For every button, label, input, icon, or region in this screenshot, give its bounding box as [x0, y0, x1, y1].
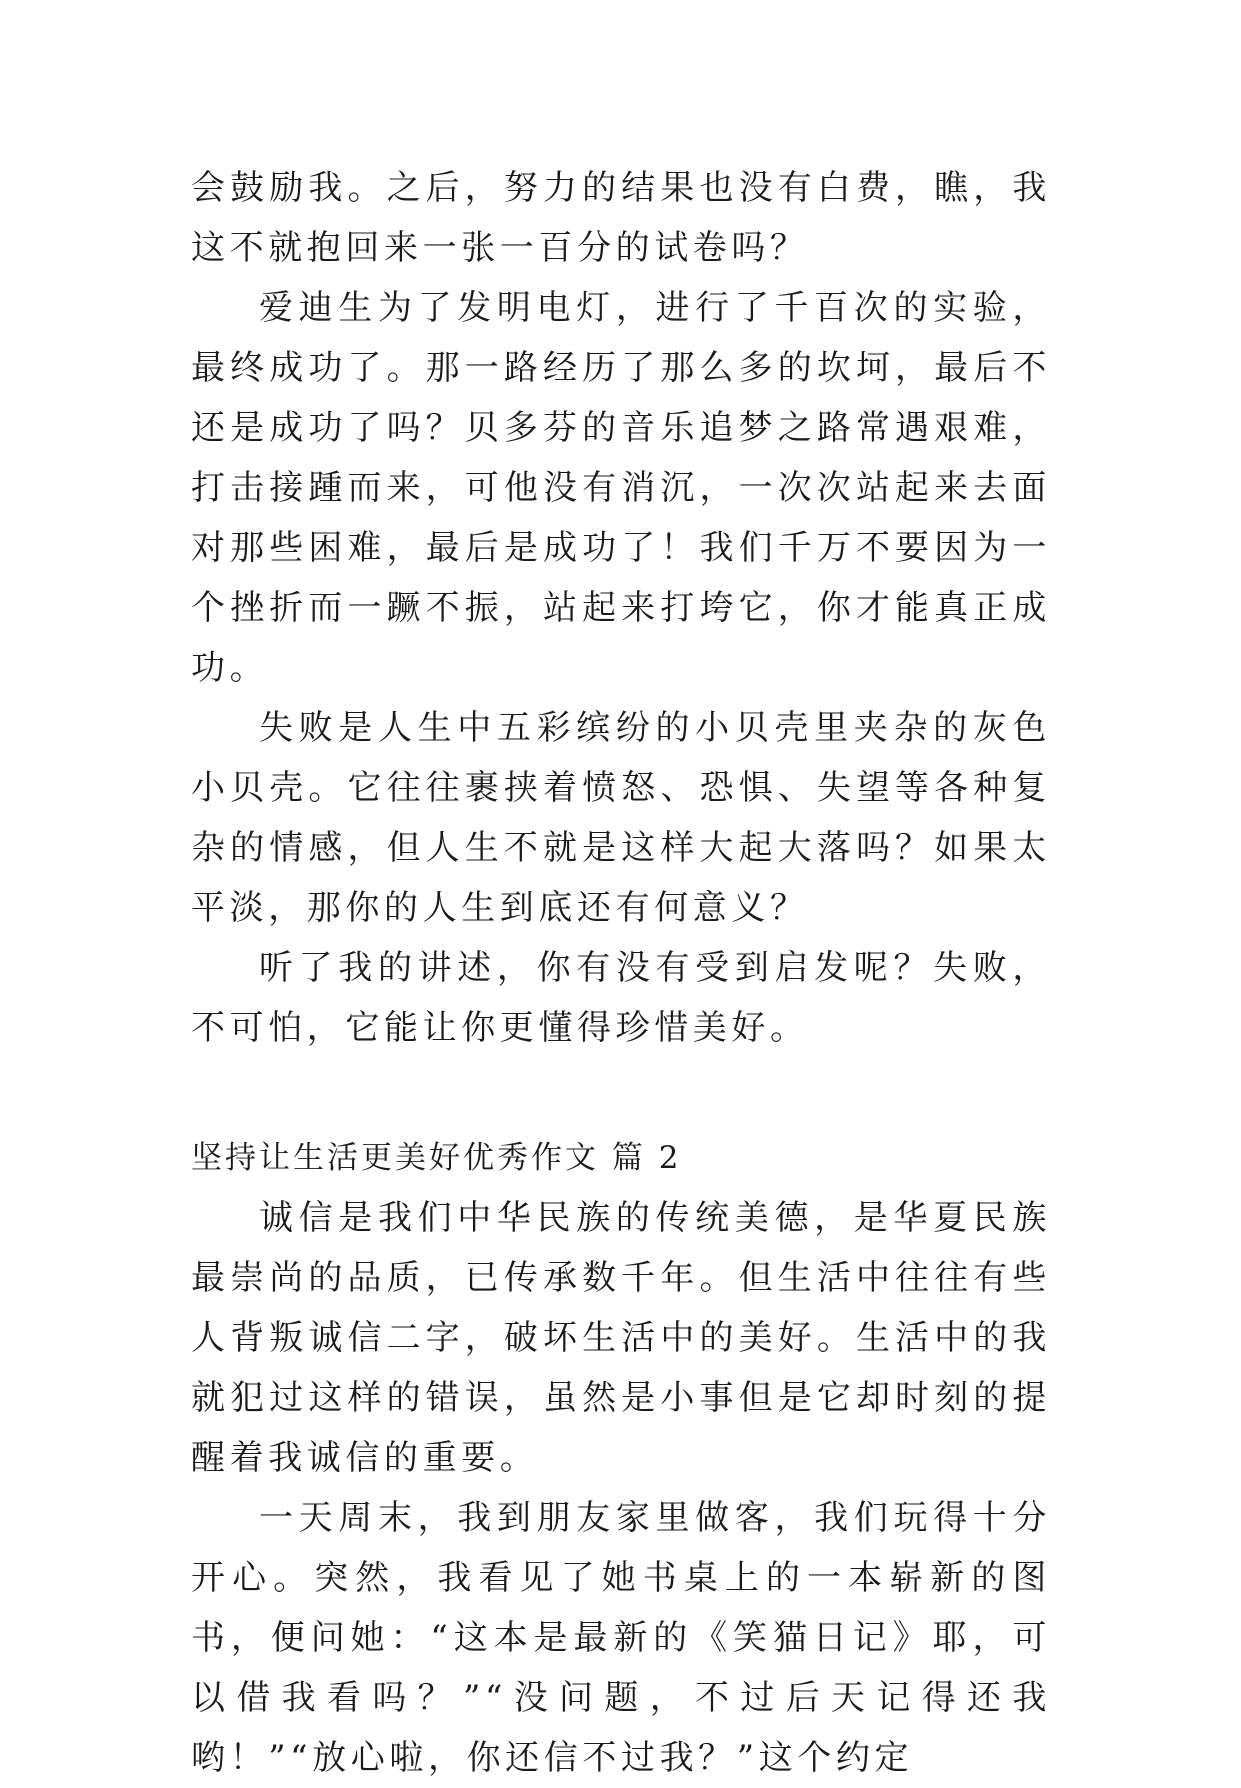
- paragraph-continuation: 会鼓励我。之后，努力的结果也没有白费，瞧，我这不就抱回来一张一百分的试卷吗？: [191, 168, 1051, 268]
- paragraph-integrity: 诚信是我们中华民族的传统美德，是华夏民族最崇尚的品质，已传承数千年。但生活中往往有些人背叛诚信二字，破坏生活中的美好。生活中的我就犯过这样的错误，虽然是小事但是它却时刻的提醒着我诚信的重要。: [191, 1198, 1051, 1478]
- paragraph-edison: 爱迪生为了发明电灯，进行了千百次的实验，最终成功了。那一路经历了那么多的坎坷，最后不还是成功了吗？贝多芬的音乐追梦之路常遇艰难，打击接踵而来，可他没有消沉，一次次站起来去面对那些困难，最后是成功了！我们千万不要因为一个挫折而一蹶不振，站起来打垮它，你才能真正成功。: [191, 288, 1051, 688]
- paragraph-weekend-story: 一天周末，我到朋友家里做客，我们玩得十分开心。突然，我看见了她书桌上的一本崭新的图书，便问她：“这本是最新的《笑猫日记》耶，可以借我看吗？”“没问题，不过后天记得还我哟！”“放心啦，你还信不过我？”这个约定: [191, 1498, 1051, 1778]
- paragraph-conclusion: 听了我的讲述，你有没有受到启发呢？失败，不可怕，它能让你更懂得珍惜美好。: [191, 948, 1051, 1048]
- document-body: [191, 158, 1051, 1788]
- section-gap: [191, 1058, 1051, 1128]
- section-heading: 坚持让生活更美好优秀作文 篇 2: [191, 1140, 682, 1176]
- paragraph-failure-shell: 失败是人生中五彩缤纷的小贝壳里夹杂的灰色小贝壳。它往往裹挟着愤怒、恐惧、失望等各种复杂的情感，但人生不就是这样大起大落吗？如果太平淡，那你的人生到底还有何意义？: [191, 708, 1051, 928]
